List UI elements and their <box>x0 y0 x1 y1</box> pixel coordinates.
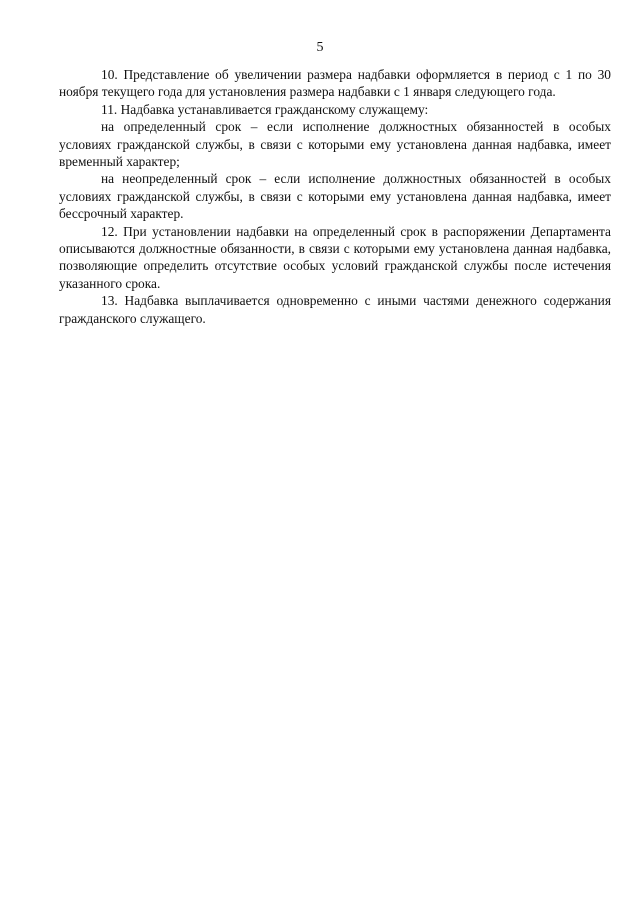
paragraph-11-fixed-term: на определенный срок – если исполнение должностных обязанностей в особых условиях гражданской службы, в связи с которыми ему установлена данная надбавка, имеет временный характер; <box>59 119 611 170</box>
paragraph-11-indefinite-term: на неопределенный срок – если исполнение должностных обязанностей в особых условиях гражданской службы, в связи с которыми ему установлена данная надбавка, имеет бессрочный характер. <box>59 171 611 222</box>
paragraph-12: 12. При установлении надбавки на определенный срок в распоряжении Департамента описываются должностные обязанности, в связи с которыми ему установлена данная надбавка, позволяющие определить отсутствие особых условий гражданской службы после истечения указанного срока. <box>59 223 611 291</box>
document-body <box>59 66 611 327</box>
paragraph-11: 11. Надбавка устанавливается гражданскому служащему: <box>101 101 429 117</box>
page-number: 5 <box>316 40 324 55</box>
paragraph-13: 13. Надбавка выплачивается одновременно с иными частями денежного содержания гражданского служащего. <box>59 293 611 326</box>
paragraph-10: 10. Представление об увеличении размера надбавки оформляется в период с 1 по 30 ноября текущего года для установления размера надбавки с 1 января следующего года. <box>59 67 611 100</box>
